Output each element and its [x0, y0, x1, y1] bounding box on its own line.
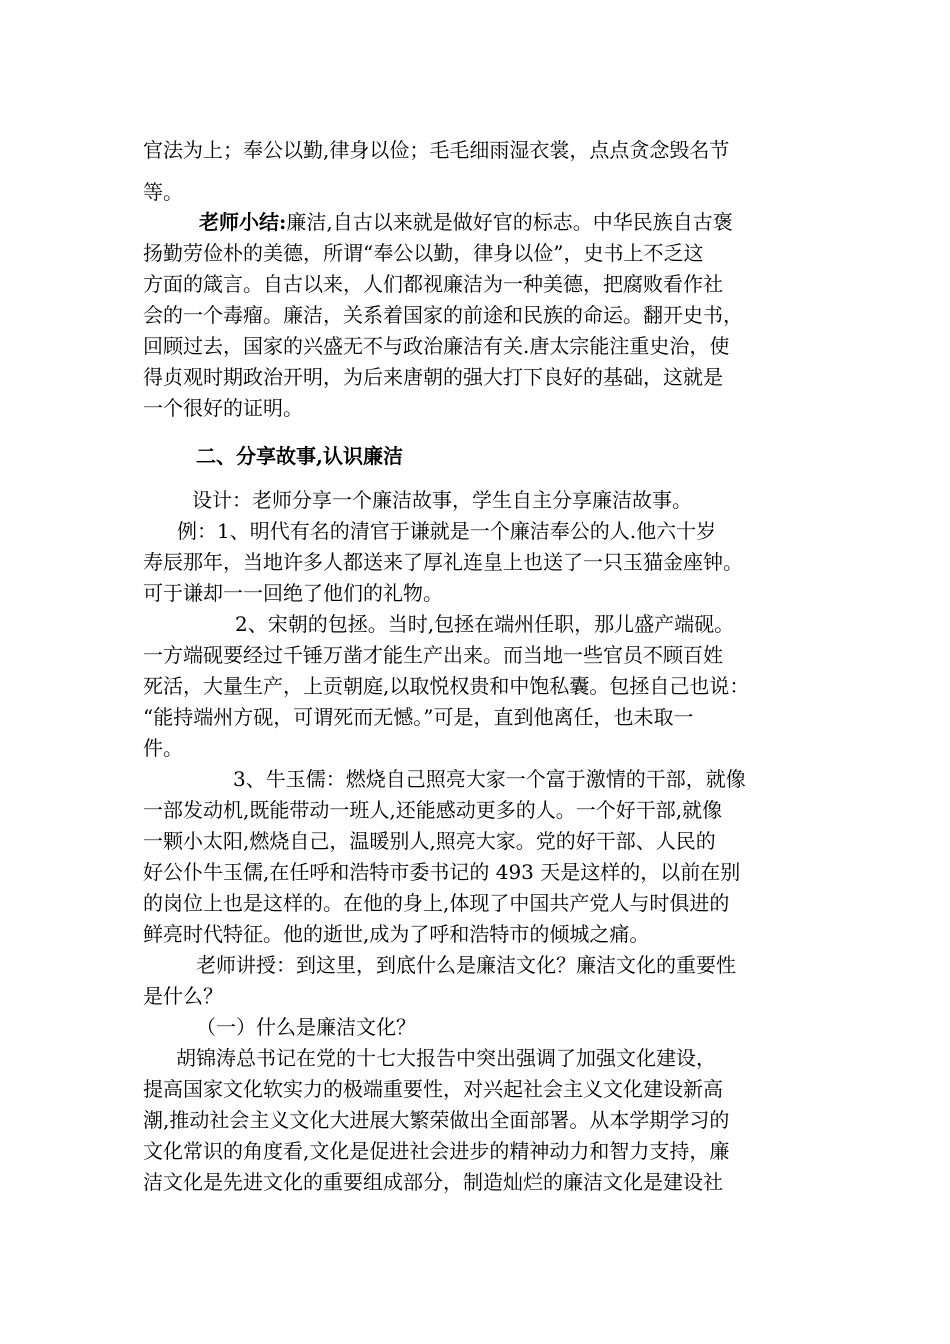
text-line: 可于谦却一一回绝了他们的礼物。 [143, 581, 443, 605]
text-span: 廉洁,自古以来就是做好官的标志。中华民族自古褒 [286, 210, 733, 234]
text-line: 官法为上；奉公以勤,律身以俭；毛毛细雨湿衣裳，点点贪念毁名节 [143, 138, 730, 162]
text-line: 潮,推动社会主义文化大进展大繁荣做出全面部署。从本学期学习的 [143, 1108, 730, 1132]
text-line: 一颗小太阳,燃烧自己，温暖别人,照亮大家。党的好干部、人民的 [143, 829, 716, 853]
text-line: 得贞观时期政治开明，为后来唐朝的强大打下良好的基础，这就是 [143, 365, 723, 389]
subsection-heading: （一）什么是廉洁文化？ [196, 1015, 416, 1039]
text-line: 扬勤劳俭朴的美德，所谓“奉公以勤，律身以俭”，史书上不乏这 [143, 241, 704, 265]
text-line: 死活，大量生产，上贡朝庭,以取悦权贵和中饱私囊。包拯自己也说： [143, 674, 750, 698]
text-line: 3、牛玉儒：燃烧自己照亮大家一个富于激情的干部，就像 [233, 767, 746, 791]
text-line: 提高国家文化软实力的极端重要性，对兴起社会主义文化建设新高 [143, 1077, 723, 1101]
teacher-summary-label: 老师小结: [199, 210, 287, 234]
text-line: 2、宋朝的包拯。当时,包拯在端州任职，那儿盛产端砚。 [235, 612, 735, 636]
text-line: 洁文化是先进文化的重要组成部分，制造灿烂的廉洁文化是建设社 [143, 1170, 723, 1194]
teacher-summary-line [199, 209, 879, 235]
text-line: 一个很好的证明。 [143, 396, 303, 420]
text-line: “能持端州方砚，可谓死而无憾。”可是，直到他离任，也未取一 [143, 705, 694, 729]
text-line: 文化常识的角度看,文化是促进社会进步的精神动力和智力支持，廉 [143, 1139, 730, 1163]
section-heading: 二、分享故事,认识廉洁 [196, 444, 403, 468]
text-line: 设计：老师分享一个廉洁故事，学生自主分享廉洁故事。 [192, 488, 692, 512]
text-line: 回顾过去，国家的兴盛无不与政治廉洁有关.唐太宗能注重史治，使 [143, 334, 730, 358]
text-line: 一部发动机,既能带动一班人,还能感动更多的人。一个好干部,就像 [143, 798, 723, 822]
text-line: 方面的箴言。自古以来，人们都视廉洁为一种美德，把腐败看作社 [143, 272, 723, 296]
text-line: 寿辰那年，当地许多人都送来了厚礼连皇上也送了一只玉猫金座钟。 [143, 550, 743, 574]
text-line: 一方端砚要经过千锤万凿才能生产出来。而当地一些官员不顾百姓 [143, 643, 723, 667]
text-line: 鲜亮时代特征。他的逝世,成为了呼和浩特市的倾城之痛。 [143, 922, 650, 946]
text-line: 的岗位上也是这样的。在他的身上,体现了中国共产党人与时俱进的 [143, 891, 730, 915]
text-line: 老师讲授：到这里，到底什么是廉洁文化？廉洁文化的重要性 [196, 953, 736, 977]
text-line: 好公仆牛玉儒,在任呼和浩特市委书记的 493 天是这样的，以前在别 [143, 860, 741, 884]
text-line: 等。 [143, 180, 183, 204]
text-line: 会的一个毒瘤。廉洁，关系着国家的前途和民族的命运。翻开史书， [143, 303, 743, 327]
text-line: 是什么？ [143, 984, 223, 1008]
text-line: 例：1、明代有名的清官于谦就是一个廉洁奉公的人.他六十岁 [177, 519, 717, 543]
text-line: 胡锦涛总书记在党的十七大报告中突出强调了加强文化建设， [176, 1046, 716, 1070]
text-line: 件。 [143, 736, 183, 760]
